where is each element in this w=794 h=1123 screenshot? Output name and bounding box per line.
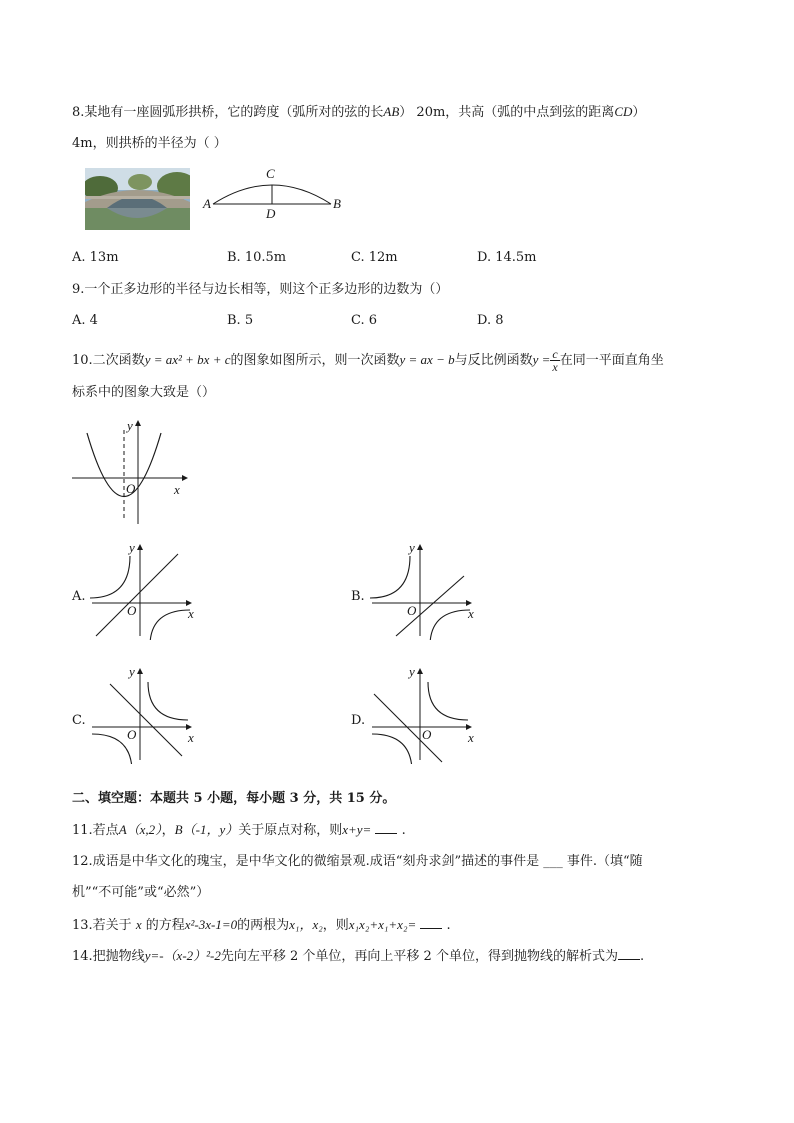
q11-end: .	[401, 823, 406, 838]
q14-text-a: 14.把抛物线	[72, 949, 145, 964]
parabola-origin-label: O	[126, 481, 136, 496]
option-a-y-label: y	[129, 540, 135, 555]
parabola-y-label: y	[127, 418, 133, 433]
q8-text-a: 8.某地有一座圆弧形拱桥，它的跨度（弧所对的弦的长	[72, 105, 384, 120]
parabola-x-label: x	[174, 482, 180, 497]
q8-option-c[interactable]: C. 12m	[351, 250, 398, 265]
q12-stem-line1: 12.成语是中华文化的瑰宝，是中华文化的微缩景观.成语“刻舟求剑”描述的事件是 ___ 事件.（填“随	[72, 854, 643, 869]
q11-stem	[72, 821, 406, 840]
q8-stem-line2: 4m，则拱桥的半径为（ ）	[72, 136, 227, 151]
q13-equation: x²-3x-1=0	[184, 917, 238, 932]
label-b: B	[333, 196, 341, 211]
q8-option-a[interactable]: A. 13m	[72, 250, 119, 265]
q14-stem	[72, 947, 644, 966]
q10-text-2: 的图象如图所示，则一次函数	[230, 353, 400, 368]
section-fill-blank-title: 二、填空题：本题共 5 小题，每小题 3 分，共 15 分。	[72, 791, 396, 806]
q10-text-4: 在同一平面直角坐	[559, 353, 664, 368]
q9-option-d[interactable]: D. 8	[477, 313, 504, 328]
q13-text-a: 13.若关于	[72, 918, 132, 933]
q13-stem	[72, 916, 451, 935]
q10-option-a-graph[interactable]	[88, 540, 200, 640]
q10-fraction-num: c	[552, 347, 558, 361]
q8-stem-line1	[72, 103, 645, 122]
q10-text-1: 10.二次函数	[72, 353, 145, 368]
q13-end: .	[446, 918, 451, 933]
q13-expr: x₁x₂+x₁+x₂=	[348, 917, 417, 932]
q13-var: x	[135, 917, 142, 932]
q11-text-c: 关于原点对称，则	[238, 823, 343, 838]
option-a-x-label: x	[188, 606, 194, 621]
option-d-origin: O	[422, 727, 432, 742]
q13-roots: x₁，x₂	[289, 917, 323, 932]
q13-answer-blank[interactable]	[420, 916, 442, 929]
q14-answer-blank[interactable]	[618, 947, 640, 960]
q10-option-d-graph[interactable]	[368, 664, 480, 764]
q10-quadratic: y = ax² + bx + c	[144, 352, 231, 367]
option-a-origin: O	[127, 603, 137, 618]
label-a: A	[203, 196, 211, 211]
q8-option-b[interactable]: B. 10.5m	[227, 250, 287, 265]
q10-option-d-label[interactable]: D.	[351, 713, 366, 728]
q10-option-b-graph[interactable]	[368, 540, 480, 640]
q10-stem-line2: 标系中的图象大致是（）	[72, 385, 216, 400]
q8-cd: CD	[614, 104, 633, 119]
option-d-y-label: y	[409, 664, 415, 679]
q8-text-b: ） 20m，共高（弧的中点到弦的距离	[399, 105, 615, 120]
option-c-origin: O	[127, 727, 137, 742]
option-b-y-label: y	[409, 540, 415, 555]
parabola-graph	[70, 418, 190, 528]
q13-text-d: ，则	[322, 918, 349, 933]
q10-option-c-label[interactable]: C.	[72, 713, 86, 728]
q10-fraction	[550, 348, 559, 373]
q11-text-b: ，	[161, 823, 175, 838]
q11-point-a: A（x,2）	[118, 822, 162, 837]
q14-expr: y=-（x-2）²-2	[144, 948, 221, 963]
q10-text-3: 与反比例函数	[454, 353, 533, 368]
option-b-origin: O	[407, 603, 417, 618]
option-b-x-label: x	[468, 606, 474, 621]
q12-stem-line2: 机”“不可能”或“必然”）	[72, 885, 210, 900]
q10-stem-line1	[72, 347, 664, 374]
label-c: C	[266, 166, 275, 181]
q9-option-a[interactable]: A. 4	[72, 313, 98, 328]
q14-end: .	[639, 949, 645, 964]
q10-linear: y = ax − b	[399, 352, 455, 367]
q10-inverse-lhs: y =	[532, 352, 551, 367]
q11-text-a: 11.若点	[72, 823, 119, 838]
q10-option-c-graph[interactable]	[88, 664, 200, 764]
option-c-y-label: y	[129, 664, 135, 679]
q9-option-b[interactable]: B. 5	[227, 313, 254, 328]
q11-expr: x+y=	[342, 822, 372, 837]
q9-option-c[interactable]: C. 6	[351, 313, 378, 328]
q9-stem: 9.一个正多边形的半径与边长相等，则这个正多边形的边数为（）	[72, 282, 449, 297]
q13-text-c: 的两根为	[237, 918, 290, 933]
label-d: D	[266, 206, 276, 221]
bridge-photo	[85, 168, 190, 230]
q11-answer-blank[interactable]	[375, 821, 397, 834]
q13-text-b: 的方程	[145, 918, 185, 933]
q11-point-b: B（-1，y）	[174, 822, 239, 837]
q8-ab: AB	[383, 104, 400, 119]
q10-fraction-den: x	[552, 360, 558, 374]
option-c-x-label: x	[188, 730, 194, 745]
q14-text-b: 先向左平移 2 个单位，再向上平移 2 个单位，得到抛物线的解析式为	[220, 949, 618, 964]
q8-text-c: ）	[632, 105, 646, 120]
q10-option-a-label[interactable]: A.	[72, 589, 86, 604]
q10-option-b-label[interactable]: B.	[351, 589, 365, 604]
option-d-x-label: x	[468, 730, 474, 745]
q8-option-d[interactable]: D. 14.5m	[477, 250, 537, 265]
